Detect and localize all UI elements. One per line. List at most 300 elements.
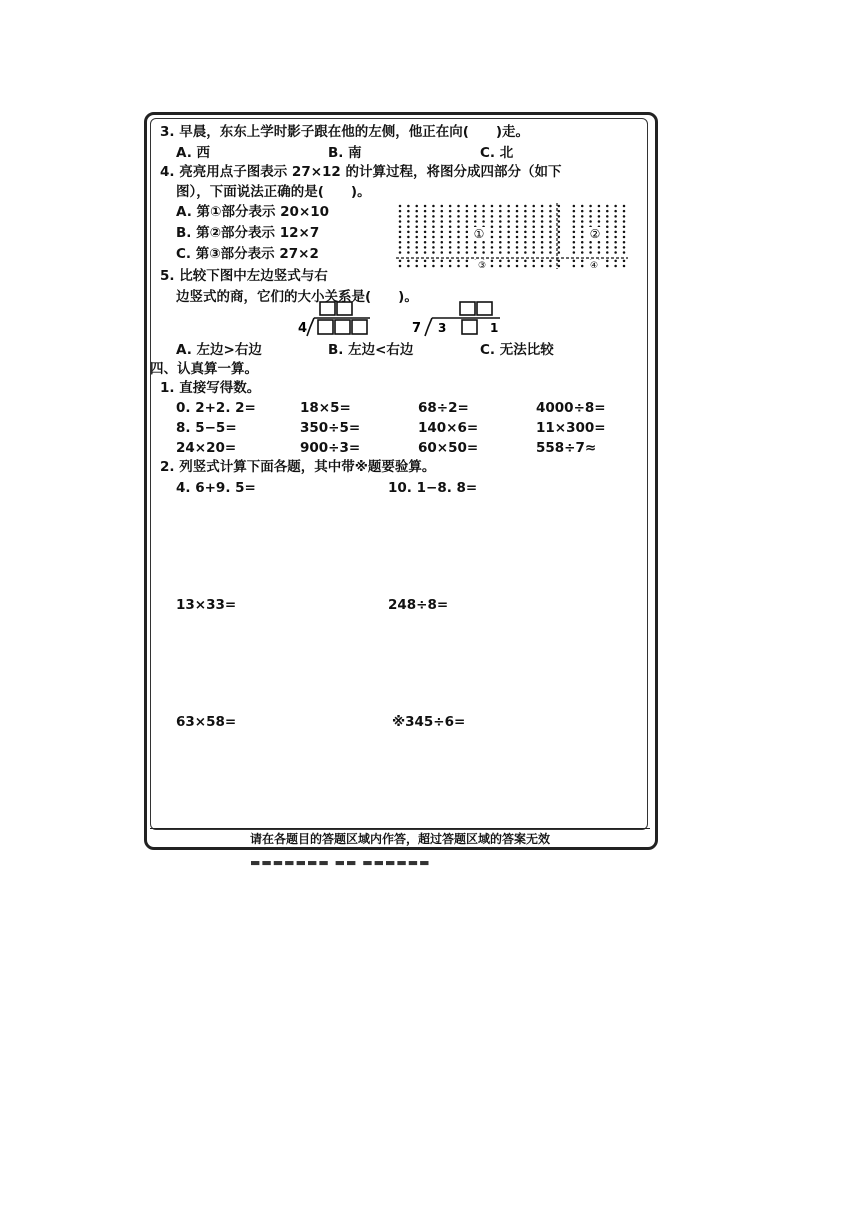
dot bbox=[407, 210, 410, 213]
dot bbox=[573, 246, 576, 249]
dot bbox=[466, 225, 469, 228]
dot bbox=[432, 215, 435, 218]
dot bbox=[491, 236, 494, 239]
dot bbox=[399, 251, 402, 254]
dot bbox=[623, 241, 626, 244]
dot bbox=[558, 205, 561, 208]
dot bbox=[449, 220, 452, 223]
dot bbox=[614, 225, 617, 228]
dot bbox=[589, 241, 592, 244]
dot bbox=[549, 220, 552, 223]
dot bbox=[524, 231, 527, 234]
dot bbox=[499, 215, 502, 218]
dot bbox=[589, 220, 592, 223]
dot bbox=[549, 210, 552, 213]
dot bbox=[524, 210, 527, 213]
dot bbox=[466, 241, 469, 244]
dot bbox=[589, 205, 592, 208]
dot bbox=[614, 265, 617, 268]
dividend-box-1 bbox=[318, 320, 333, 334]
dot bbox=[558, 231, 561, 234]
dot bbox=[491, 246, 494, 249]
q3-stem: 3. 早晨，东东上学时影子跟在他的左侧，他正在向( )走。 bbox=[160, 124, 530, 140]
q4-stem-line2: 图），下面说法正确的是( )。 bbox=[176, 184, 371, 200]
dot bbox=[524, 260, 527, 263]
dot bbox=[589, 215, 592, 218]
dot bbox=[623, 210, 626, 213]
dot bbox=[399, 231, 402, 234]
dot bbox=[524, 225, 527, 228]
dot bbox=[573, 231, 576, 234]
dot bbox=[541, 241, 544, 244]
dot bbox=[541, 236, 544, 239]
dot-label-2: ② bbox=[589, 227, 601, 241]
q3-option-a: A. 西 bbox=[176, 145, 211, 161]
dot bbox=[407, 225, 410, 228]
dot bbox=[466, 265, 469, 268]
dot bbox=[407, 265, 410, 268]
dot bbox=[424, 260, 427, 263]
dot bbox=[415, 265, 418, 268]
dot bbox=[541, 251, 544, 254]
dot bbox=[516, 251, 519, 254]
dot bbox=[441, 205, 444, 208]
dot bbox=[474, 220, 477, 223]
dot bbox=[441, 215, 444, 218]
dot bbox=[573, 220, 576, 223]
dividend-box bbox=[462, 320, 477, 334]
dot bbox=[474, 205, 477, 208]
dot bbox=[573, 236, 576, 239]
dot bbox=[524, 205, 527, 208]
dot bbox=[558, 215, 561, 218]
dot bbox=[623, 265, 626, 268]
quotient-box-1 bbox=[460, 302, 475, 315]
dot bbox=[581, 246, 584, 249]
dot bbox=[449, 215, 452, 218]
dot bbox=[415, 246, 418, 249]
dot bbox=[524, 241, 527, 244]
dot bbox=[507, 225, 510, 228]
dot bbox=[466, 246, 469, 249]
dot bbox=[507, 205, 510, 208]
dot bbox=[516, 210, 519, 213]
dot bbox=[457, 251, 460, 254]
dot bbox=[532, 210, 535, 213]
dot bbox=[499, 205, 502, 208]
dot bbox=[524, 236, 527, 239]
dot bbox=[516, 220, 519, 223]
dot bbox=[491, 265, 494, 268]
dot bbox=[415, 236, 418, 239]
dot bbox=[581, 231, 584, 234]
dot bbox=[532, 251, 535, 254]
dot bbox=[399, 205, 402, 208]
dot bbox=[474, 251, 477, 254]
dot bbox=[441, 260, 444, 263]
dot bbox=[549, 251, 552, 254]
dot bbox=[407, 205, 410, 208]
dot bbox=[507, 246, 510, 249]
dot bbox=[415, 241, 418, 244]
dot bbox=[589, 210, 592, 213]
dot bbox=[457, 246, 460, 249]
dot bbox=[466, 210, 469, 213]
dot bbox=[606, 236, 609, 239]
dot bbox=[491, 231, 494, 234]
dot bbox=[516, 236, 519, 239]
dot bbox=[541, 210, 544, 213]
dot bbox=[606, 246, 609, 249]
oral-item: 18×5= bbox=[300, 400, 351, 416]
dot bbox=[507, 265, 510, 268]
q4-stem-line1: 4. 亮亮用点子图表示 27×12 的计算过程，将图分成四部分（如下 bbox=[160, 164, 562, 180]
dot bbox=[399, 236, 402, 239]
dot bbox=[407, 215, 410, 218]
dot bbox=[589, 251, 592, 254]
dot bbox=[432, 205, 435, 208]
dot bbox=[573, 260, 576, 263]
dot bbox=[457, 236, 460, 239]
dot bbox=[541, 265, 544, 268]
dot bbox=[573, 241, 576, 244]
dot bbox=[432, 225, 435, 228]
quotient-box-1 bbox=[320, 302, 335, 315]
dot bbox=[491, 220, 494, 223]
dot bbox=[532, 241, 535, 244]
dot bbox=[457, 231, 460, 234]
dot bbox=[524, 251, 527, 254]
dot bbox=[415, 205, 418, 208]
dot bbox=[457, 205, 460, 208]
dot bbox=[474, 210, 477, 213]
dot bbox=[516, 215, 519, 218]
dot bbox=[606, 265, 609, 268]
dot bbox=[415, 225, 418, 228]
vertical-item: 13×33= bbox=[176, 597, 237, 613]
dot bbox=[424, 251, 427, 254]
dot bbox=[415, 251, 418, 254]
dot bbox=[399, 215, 402, 218]
dot bbox=[457, 260, 460, 263]
page-footer-cutoff: ▬▬▬▬▬▬▬ ▬▬ ▬▬▬▬▬▬ bbox=[250, 856, 431, 869]
dot bbox=[432, 231, 435, 234]
oral-item: 350÷5= bbox=[300, 420, 361, 436]
dot bbox=[532, 231, 535, 234]
dot bbox=[516, 205, 519, 208]
dot bbox=[558, 265, 561, 268]
dot bbox=[558, 225, 561, 228]
dot bbox=[549, 246, 552, 249]
dot bbox=[581, 205, 584, 208]
dot bbox=[432, 260, 435, 263]
dot bbox=[499, 210, 502, 213]
dot bbox=[457, 241, 460, 244]
dot bbox=[491, 241, 494, 244]
dot bbox=[432, 246, 435, 249]
dot bbox=[441, 251, 444, 254]
dot bbox=[449, 260, 452, 263]
dot bbox=[524, 246, 527, 249]
dot bbox=[573, 251, 576, 254]
dot bbox=[598, 205, 601, 208]
dot bbox=[407, 251, 410, 254]
oral-item: 140×6= bbox=[418, 420, 479, 436]
dot bbox=[441, 241, 444, 244]
dot bbox=[623, 236, 626, 239]
dot bbox=[516, 246, 519, 249]
dot bbox=[432, 265, 435, 268]
dot bbox=[482, 220, 485, 223]
dot bbox=[399, 210, 402, 213]
dot bbox=[558, 220, 561, 223]
dot bbox=[614, 241, 617, 244]
dividend-box-2 bbox=[335, 320, 350, 334]
dot bbox=[441, 231, 444, 234]
dot bbox=[581, 215, 584, 218]
q5-stem-line1: 5. 比较下图中左边竖式与右 bbox=[160, 268, 328, 284]
vertical-item: 10. 1−8. 8= bbox=[388, 480, 478, 496]
vertical-item: 63×58= bbox=[176, 714, 237, 730]
dot bbox=[415, 231, 418, 234]
dot bbox=[614, 236, 617, 239]
dot bbox=[441, 220, 444, 223]
dot bbox=[449, 241, 452, 244]
dot bbox=[606, 251, 609, 254]
dot bbox=[466, 251, 469, 254]
dot bbox=[558, 260, 561, 263]
dot bbox=[541, 260, 544, 263]
dot bbox=[424, 236, 427, 239]
dot bbox=[441, 265, 444, 268]
dot bbox=[474, 246, 477, 249]
dot bbox=[466, 260, 469, 263]
dot bbox=[424, 215, 427, 218]
dot bbox=[449, 205, 452, 208]
right-long-division bbox=[408, 300, 508, 340]
dot bbox=[507, 251, 510, 254]
dot bbox=[424, 210, 427, 213]
dot bbox=[532, 220, 535, 223]
oral-item: 68÷2= bbox=[418, 400, 469, 416]
dot bbox=[441, 246, 444, 249]
dot bbox=[466, 205, 469, 208]
dot bbox=[606, 215, 609, 218]
dot bbox=[541, 205, 544, 208]
dot bbox=[541, 220, 544, 223]
dot bbox=[516, 225, 519, 228]
footer-divider bbox=[150, 828, 650, 829]
dot bbox=[407, 246, 410, 249]
dot bbox=[449, 231, 452, 234]
dot bbox=[507, 241, 510, 244]
q3-option-b: B. 南 bbox=[328, 145, 362, 161]
dot bbox=[524, 220, 527, 223]
q4-option-c: C. 第③部分表示 27×2 bbox=[176, 246, 319, 262]
dot bbox=[491, 251, 494, 254]
q3-option-c: C. 北 bbox=[480, 145, 514, 161]
dot bbox=[573, 225, 576, 228]
quotient-box-2 bbox=[477, 302, 492, 315]
dot bbox=[474, 215, 477, 218]
dot bbox=[499, 231, 502, 234]
dot bbox=[623, 220, 626, 223]
dot bbox=[573, 210, 576, 213]
dot bbox=[507, 260, 510, 263]
dot bbox=[407, 236, 410, 239]
dot bbox=[598, 246, 601, 249]
oral-item: 4000÷8= bbox=[536, 400, 606, 416]
dot bbox=[573, 205, 576, 208]
dot bbox=[482, 251, 485, 254]
dot bbox=[449, 265, 452, 268]
oral-item: 8. 5−5= bbox=[176, 420, 237, 436]
dot bbox=[499, 241, 502, 244]
dot bbox=[424, 265, 427, 268]
dot bbox=[507, 231, 510, 234]
dot bbox=[407, 241, 410, 244]
dot bbox=[449, 225, 452, 228]
dot bbox=[424, 231, 427, 234]
dot bbox=[541, 215, 544, 218]
dot bbox=[482, 215, 485, 218]
dot bbox=[516, 241, 519, 244]
dot bbox=[614, 246, 617, 249]
dot bbox=[614, 205, 617, 208]
dot bbox=[581, 260, 584, 263]
dividend-box-3 bbox=[352, 320, 367, 334]
dot bbox=[516, 260, 519, 263]
dot bbox=[549, 215, 552, 218]
dot bbox=[482, 241, 485, 244]
dot bbox=[532, 205, 535, 208]
quotient-box-2 bbox=[337, 302, 352, 315]
dot bbox=[466, 220, 469, 223]
dot-array-diagram bbox=[396, 203, 628, 269]
dot-label-4: ④ bbox=[589, 261, 599, 269]
dot bbox=[399, 265, 402, 268]
dot bbox=[589, 246, 592, 249]
dot bbox=[614, 231, 617, 234]
dot bbox=[499, 246, 502, 249]
dot bbox=[606, 225, 609, 228]
dot bbox=[532, 225, 535, 228]
dot bbox=[623, 231, 626, 234]
vertical-item: 248÷8= bbox=[388, 597, 449, 613]
dot bbox=[507, 215, 510, 218]
dot bbox=[606, 241, 609, 244]
dot bbox=[424, 220, 427, 223]
dot bbox=[415, 260, 418, 263]
dot bbox=[541, 231, 544, 234]
oral-item: 60×50= bbox=[418, 440, 479, 456]
dot bbox=[432, 241, 435, 244]
dot bbox=[549, 225, 552, 228]
section4-sub2-title: 2. 列竖式计算下面各题，其中带※题要验算。 bbox=[160, 459, 436, 475]
dot bbox=[549, 241, 552, 244]
dot bbox=[581, 225, 584, 228]
dot-label-3: ③ bbox=[477, 261, 487, 269]
dot bbox=[549, 236, 552, 239]
dot bbox=[558, 251, 561, 254]
dot bbox=[491, 260, 494, 263]
dot bbox=[549, 231, 552, 234]
dot bbox=[432, 236, 435, 239]
dot bbox=[407, 231, 410, 234]
vertical-item: ※345÷6= bbox=[392, 714, 466, 730]
q4-option-a: A. 第①部分表示 20×10 bbox=[176, 204, 330, 220]
dot bbox=[524, 265, 527, 268]
dot bbox=[614, 260, 617, 263]
dot bbox=[623, 225, 626, 228]
dot bbox=[424, 241, 427, 244]
dot bbox=[457, 225, 460, 228]
dot bbox=[424, 225, 427, 228]
dot bbox=[449, 251, 452, 254]
dot bbox=[606, 220, 609, 223]
right-divisor: 7 bbox=[412, 321, 422, 336]
dot bbox=[573, 215, 576, 218]
dot bbox=[399, 241, 402, 244]
dot bbox=[581, 241, 584, 244]
dot bbox=[549, 265, 552, 268]
q5-option-a: A. 左边>右边 bbox=[176, 342, 262, 358]
dot bbox=[623, 215, 626, 218]
oral-item: 0. 2+2. 2= bbox=[176, 400, 256, 416]
dot bbox=[482, 210, 485, 213]
dot bbox=[598, 210, 601, 213]
dot bbox=[407, 260, 410, 263]
dot bbox=[614, 251, 617, 254]
dot bbox=[516, 265, 519, 268]
left-long-division bbox=[294, 300, 374, 340]
dot bbox=[558, 210, 561, 213]
dot bbox=[499, 265, 502, 268]
dot bbox=[432, 210, 435, 213]
dot bbox=[532, 260, 535, 263]
dot bbox=[598, 215, 601, 218]
oral-item: 11×300= bbox=[536, 420, 606, 436]
dot bbox=[415, 220, 418, 223]
dot bbox=[466, 215, 469, 218]
dot bbox=[581, 210, 584, 213]
dot bbox=[449, 236, 452, 239]
dot bbox=[606, 231, 609, 234]
dot bbox=[424, 205, 427, 208]
dot bbox=[614, 210, 617, 213]
dot bbox=[499, 251, 502, 254]
dot bbox=[399, 260, 402, 263]
dot bbox=[474, 241, 477, 244]
dot bbox=[399, 220, 402, 223]
dot bbox=[573, 265, 576, 268]
answer-area-notice: 请在各题目的答题区域内作答，超过答题区域的答案无效 bbox=[249, 832, 550, 846]
dot bbox=[623, 205, 626, 208]
section4-sub1-title: 1. 直接写得数。 bbox=[160, 380, 261, 396]
dot bbox=[399, 225, 402, 228]
dot bbox=[466, 231, 469, 234]
dot bbox=[449, 210, 452, 213]
left-divisor: 4 bbox=[298, 321, 308, 336]
dot bbox=[623, 260, 626, 263]
dot bbox=[499, 236, 502, 239]
dot bbox=[532, 236, 535, 239]
oral-item: 24×20= bbox=[176, 440, 237, 456]
dot bbox=[399, 246, 402, 249]
dot bbox=[507, 220, 510, 223]
right-dividend-digit-2: 1 bbox=[490, 321, 499, 335]
dot bbox=[424, 246, 427, 249]
